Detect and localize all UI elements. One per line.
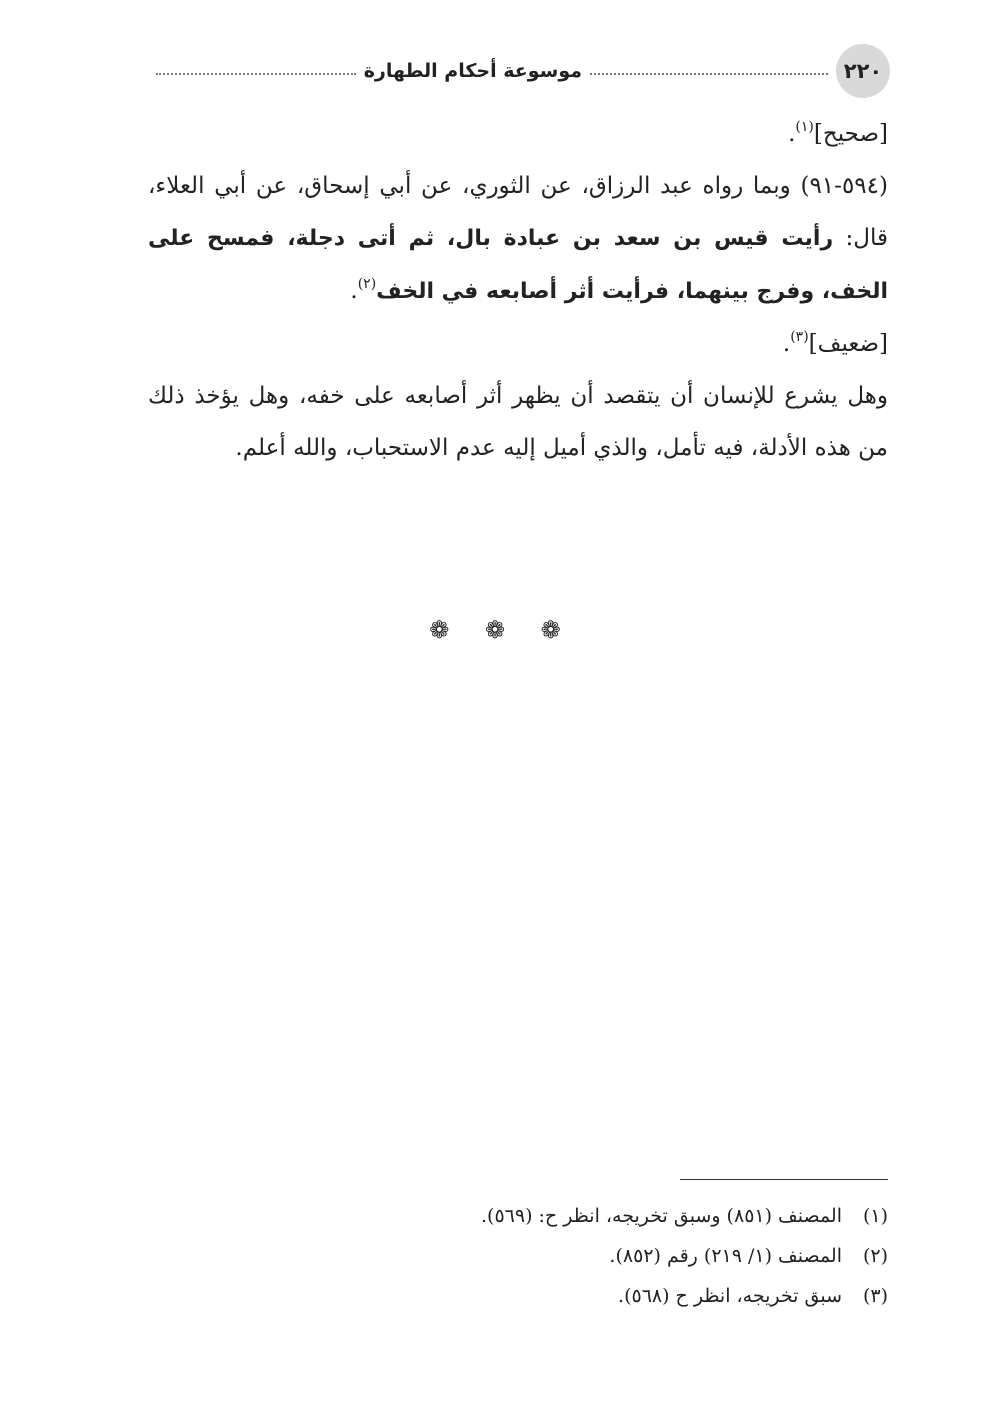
- footnote-ref-3: (٣): [790, 329, 809, 345]
- section-ornament: ❁ ❁ ❁: [429, 616, 575, 644]
- hadith-chain: (٥٩٤-٩١) وبما رواه عبد الرزاق، عن الثوري، عن أبي إسحاق، عن أبي العلاء، قال:: [148, 173, 888, 251]
- footnote-text: المصنف (١/ ٢١٩) رقم (٨٥٢).: [609, 1245, 842, 1267]
- header-dotted-leader-right: [590, 73, 828, 75]
- hadith-paragraph: (٥٩٤-٩١) وبما رواه عبد الرزاق، عن الثوري، عن أبي إسحاق، عن أبي العلاء، قال: رأيت قيس بن سعد بن عبادة بال، ثم أتى دجلة، فمسح على الخف، وفرج بينهما، فرأيت أثر أصابعه في الخف$^{(٢)}$.: [148, 173, 888, 304]
- footnote-separator: [680, 1179, 888, 1180]
- ruling-sahih-text: [صحيح]: [813, 121, 888, 147]
- footnote-number: (٢): [862, 1245, 888, 1267]
- footnote-number: (١): [862, 1205, 888, 1227]
- footnote-ref-1: (١): [795, 119, 814, 135]
- footnote-1: [148, 1196, 888, 1236]
- footnote-number: (٣): [862, 1285, 888, 1307]
- ruling-daif: [ضعيف]$^{(٣)}$.: [782, 329, 888, 357]
- footnote-3: [148, 1276, 888, 1316]
- hadith-text: رأيت قيس بن سعد بن عبادة بال، ثم أتى دجلة، فمسح على الخف، وفرج بينهما، فرأيت أثر أصابعه في الخف: [148, 226, 888, 304]
- footnote-ref-2: (٢): [357, 276, 377, 292]
- running-header: [148, 44, 890, 98]
- header-dotted-leader-left: [156, 73, 356, 75]
- main-text: [148, 108, 888, 474]
- footnote-2: [148, 1236, 888, 1276]
- book-title: موسوعة أحكام الطهارة: [363, 60, 582, 82]
- footnote-text: سبق تخريجه، انظر ح (٥٦٨).: [618, 1285, 842, 1307]
- ruling-daif-text: [ضعيف]: [808, 331, 888, 357]
- ruling-sahih: [صحيح]$^{(١)}$.: [788, 119, 888, 147]
- commentary-paragraph: وهل يشرع للإنسان أن يتقصد أن يظهر أثر أصابعه على خفه، وهل يؤخذ ذلك من هذه الأدلة، فيه تأمل، والذي أميل إليه عدم الاستحباب، والله أعلم.: [148, 383, 888, 461]
- footnotes: [148, 1196, 888, 1316]
- page-number: ٢٢٠: [836, 44, 890, 98]
- footnote-text: المصنف (٨٥١) وسبق تخريجه، انظر ح: (٥٦٩).: [480, 1205, 842, 1227]
